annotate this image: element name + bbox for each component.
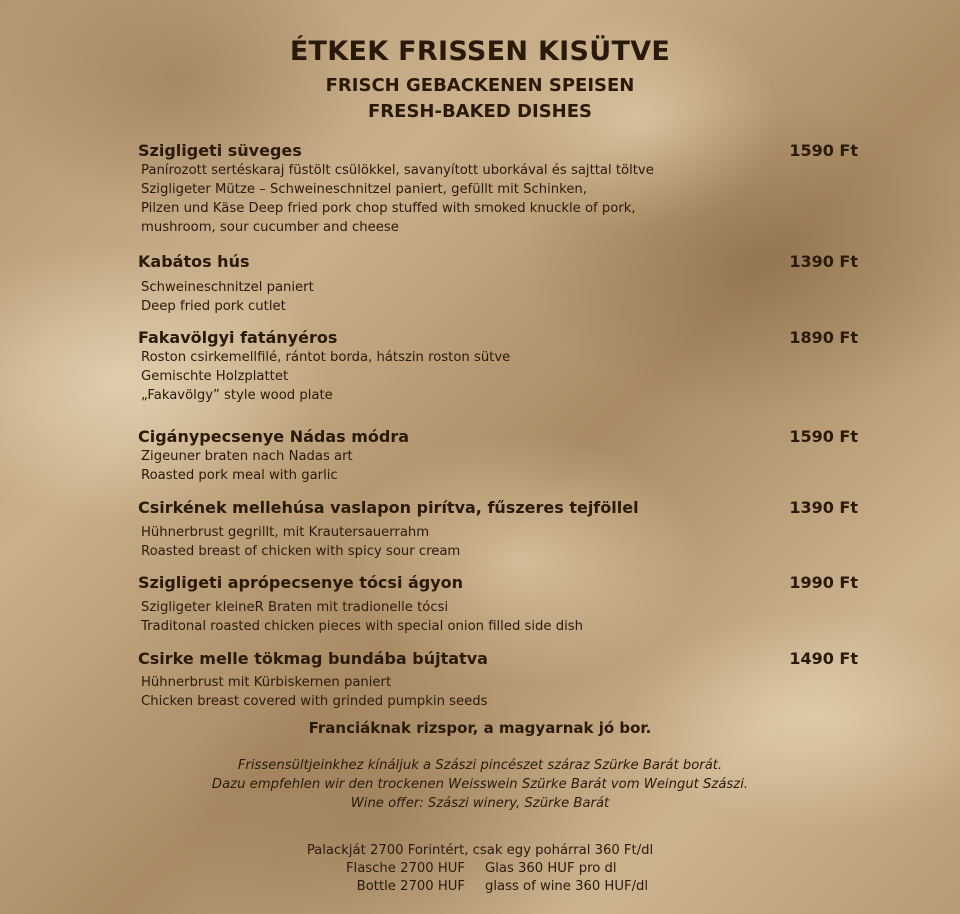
wine-offer-english: Wine offer: Szászi winery, Szürke Barát — [350, 796, 610, 811]
bottle-price-en-glass: glass of wine 360 HUF/dl — [485, 879, 649, 894]
dish-description: Roston csirkemellfilé, rántot borda, hátszin roston sütve — [141, 350, 511, 365]
dish-szigligeti-apropecsenye — [138, 573, 858, 636]
dish-name: Cigánypecsenye Nádas módra — [138, 427, 410, 446]
bottle-price-de-glass: Glas 360 HUF pro dl — [485, 861, 617, 876]
dish-name: Szigligeti süveges — [138, 141, 302, 160]
title-german: FRISCH GEBACKENEN SPEISEN — [325, 75, 635, 96]
dish-description: Szigligeter Mütze – Schweineschnitzel paniert, gefüllt mit Schinken, — [141, 182, 587, 197]
dish-price: 1990 Ft — [789, 573, 858, 592]
dish-description: mushroom, sour cucumber and cheese — [141, 220, 399, 235]
bottle-price-german — [0, 860, 960, 878]
dish-price: 1890 Ft — [789, 328, 858, 347]
dish-csirke-melle-tokmag — [138, 649, 858, 711]
dish-description: Hühnerbrust gegrillt, mit Krautersauerrahm — [141, 525, 430, 540]
dish-ciganypecsenye — [138, 427, 858, 485]
dish-kabatos-hus — [138, 252, 858, 316]
dish-price: 1390 Ft — [789, 252, 858, 271]
dish-price: 1590 Ft — [789, 427, 858, 446]
dish-description: Zigeuner braten nach Nadas art — [141, 449, 353, 464]
dish-name: Csirkének mellehúsa vaslapon pirítva, fűszeres tejföllel — [138, 498, 639, 517]
dish-description: Schweineschnitzel paniert — [141, 280, 314, 295]
title-english: FRESH-BAKED DISHES — [368, 101, 592, 122]
bottle-price-english — [0, 878, 960, 896]
dish-price: 1590 Ft — [789, 141, 858, 160]
dish-fakavolgyi-fatanyeros — [138, 328, 858, 405]
dish-name: Szigligeti aprópecsenye tócsi ágyon — [138, 573, 464, 592]
dish-description: Pilzen und Käse Deep fried pork chop stuffed with smoked knuckle of pork, — [141, 201, 636, 216]
title-hungarian: ÉTKEK FRISSEN KISÜTVE — [289, 36, 671, 67]
dish-description: Traditonal roasted chicken pieces with special onion filled side dish — [141, 619, 583, 634]
dish-description: „Fakavölgy” style wood plate — [141, 388, 333, 403]
dish-description: Roasted pork meal with garlic — [141, 468, 338, 483]
motto: Franciáknak rizspor, a magyarnak jó bor. — [308, 719, 652, 737]
bottle-prices — [0, 842, 960, 896]
dish-description: Gemischte Holzplattet — [141, 369, 289, 384]
dish-description: Szigligeter kleineR Braten mit tradionelle tócsi — [141, 600, 449, 615]
bottle-price-de-bottle: Flasche 2700 HUF — [345, 861, 465, 876]
dish-description: Chicken breast covered with grinded pumpkin seeds — [141, 694, 488, 709]
wine-offer-hungarian: Frissensültjeinkhez kínáljuk a Szászi pincészet száraz Szürke Barát borát. — [237, 758, 723, 773]
dish-price: 1390 Ft — [789, 498, 858, 517]
dish-csirkenek-mellehusa — [138, 498, 858, 561]
dish-description: Roasted breast of chicken with spicy sour cream — [141, 544, 461, 559]
bottle-price-hungarian: Palackját 2700 Forintért, csak egy pohárral 360 Ft/dl — [306, 843, 654, 858]
dish-description: Panírozott sertéskaraj füstölt csülökkel, savanyított uborkával és sajttal töltve — [141, 163, 654, 178]
wine-offer-german: Dazu empfehlen wir den trockenen Weisswein Szürke Barát vom Weingut Szászi. — [211, 777, 749, 792]
dish-name: Fakavölgyi fatányéros — [138, 328, 338, 347]
wine-offer — [0, 756, 960, 813]
dish-name: Kabátos hús — [138, 252, 250, 271]
dish-name: Csirke melle tökmag bundába bújtatva — [138, 649, 488, 668]
bottle-price-en-bottle: Bottle 2700 HUF — [356, 879, 465, 894]
dish-description: Hühnerbrust mit Kürbiskernen paniert — [141, 675, 392, 690]
dish-price: 1490 Ft — [789, 649, 858, 668]
dish-szigligeti-suveges — [138, 141, 858, 237]
dish-description: Deep fried pork cutlet — [141, 299, 286, 314]
